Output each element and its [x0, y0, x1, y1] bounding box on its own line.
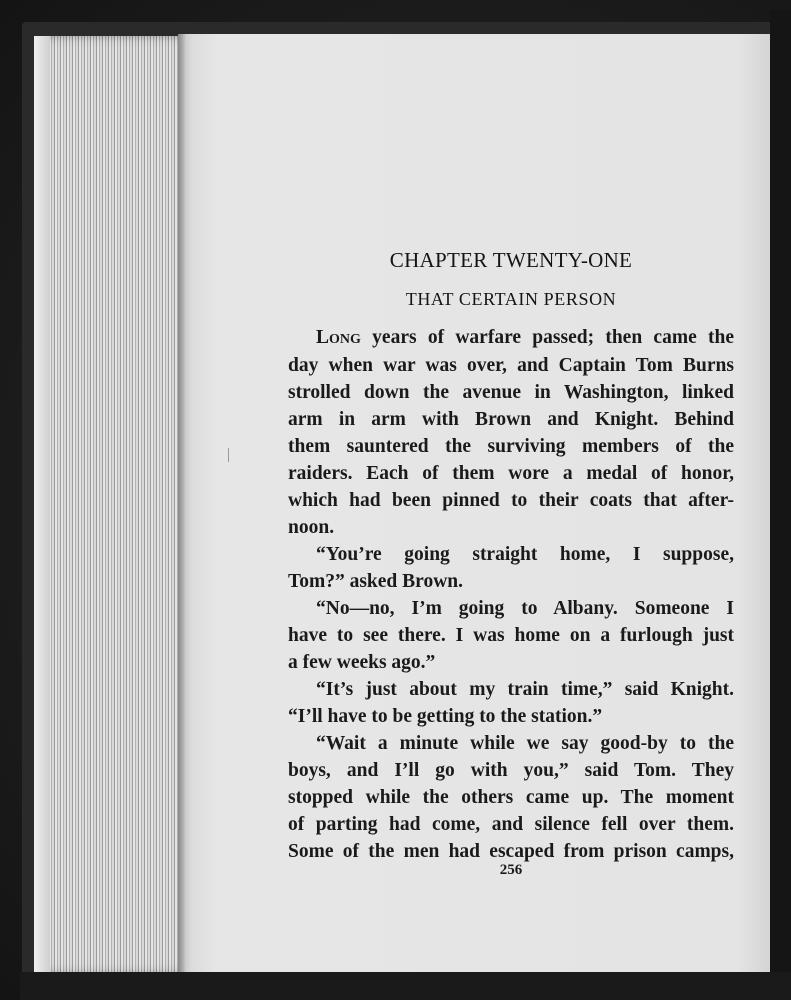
opening-line-rest: years of warfare passed; then came the	[372, 327, 734, 348]
paragraph-line: “Wait a minute while we say good-by to the	[316, 733, 734, 754]
paragraph-line: Tom?” asked Brown.	[288, 571, 464, 592]
paragraph-line: strolled down the avenue in Washington, linked	[288, 382, 734, 403]
chapter-title: THAT CERTAIN PERSON	[405, 289, 617, 309]
stacked-page-edges	[34, 36, 192, 974]
paragraph-line: “I’ll have to be getting to the station.”	[288, 706, 603, 727]
paragraph-line: “No—no, I’m going to Albany. Someone I	[316, 598, 734, 619]
paragraph-line: boys, and I’ll go with you,” said Tom. They	[288, 760, 734, 781]
paragraph-line: them sauntered the surviving members of the	[288, 436, 734, 457]
page-speck	[228, 448, 229, 462]
paragraph-line: arm in arm with Brown and Knight. Behind	[288, 409, 734, 430]
chapter-heading: CHAPTER TWENTY-ONE	[389, 248, 633, 272]
bottom-cover-edge	[20, 972, 791, 1000]
paragraph-line: which had been pinned to their coats that after-	[288, 490, 734, 511]
paragraph-line: stopped while the others came up. The moment	[288, 787, 734, 808]
paragraph-line-1	[316, 326, 734, 350]
paragraph-line: a few weeks ago.”	[288, 652, 436, 673]
opening-small-caps-word: Long	[316, 327, 361, 348]
paragraph-line: raiders. Each of them wore a medal of honor,	[288, 463, 734, 484]
paragraph-line: have to see there. I was home on a furlough just	[288, 625, 734, 646]
paragraph-line: of parting had come, and silence fell over them.	[288, 814, 734, 835]
page-gutter-shadow	[178, 34, 186, 976]
paragraph-line: Some of the men had escaped from prison camps,	[288, 841, 734, 862]
paragraph-line: “You’re going straight home, I suppose,	[316, 544, 734, 565]
paragraph-line: “It’s just about my train time,” said Knight.	[316, 679, 734, 700]
right-cover-edge	[770, 10, 791, 990]
paragraph-line: day when war was over, and Captain Tom Burns	[288, 355, 734, 376]
paragraph-line: noon.	[288, 517, 335, 538]
page-number: 256	[499, 862, 523, 878]
